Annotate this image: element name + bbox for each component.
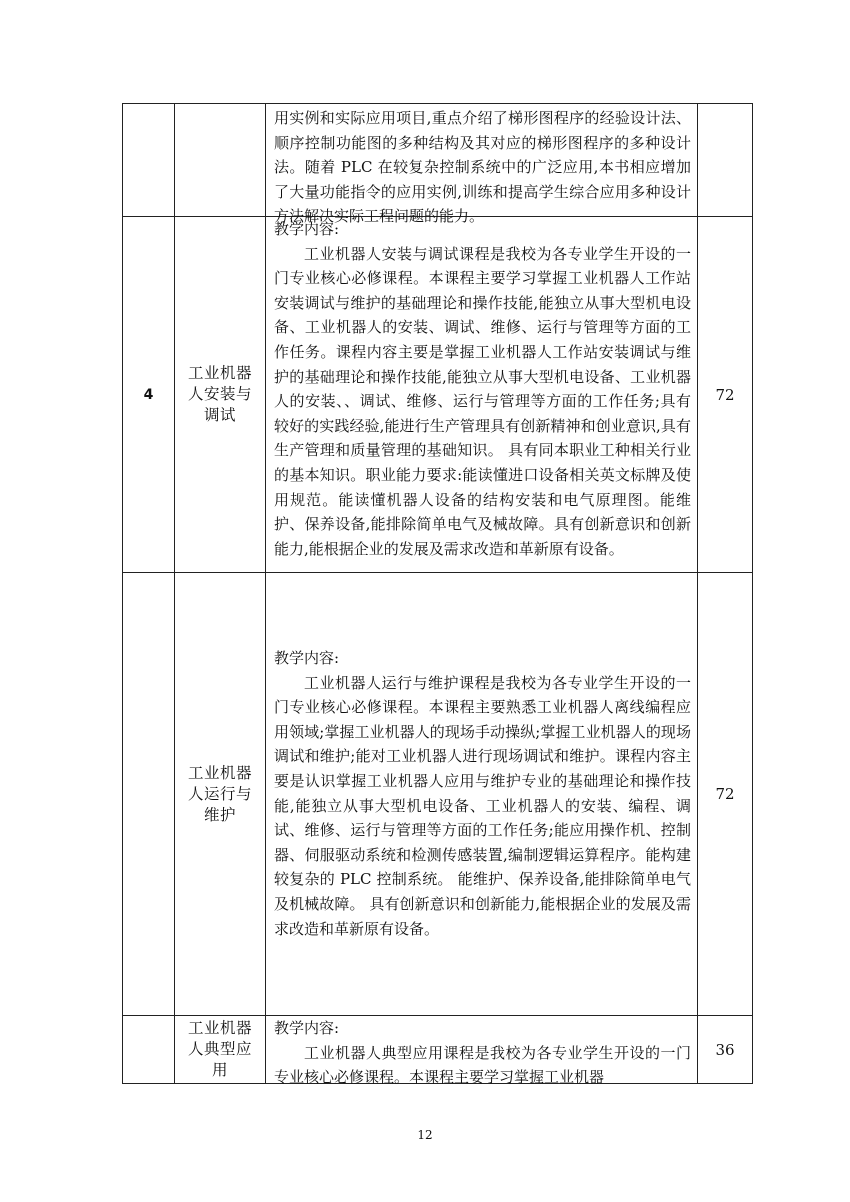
- course-name: 工业机器人运行与维护: [175, 573, 266, 1015]
- course-content: [266, 1016, 698, 1087]
- content-label: 教学内容:: [274, 649, 340, 667]
- course-content: [266, 104, 698, 226]
- course-name: [175, 104, 266, 216]
- table-row: [123, 104, 753, 226]
- course-hours: 36: [698, 1016, 753, 1083]
- content-label: 教学内容:: [274, 1019, 340, 1037]
- content-text: 工业机器人运行与维护课程是我校为各专业学生开设的一门专业核心必修课程。本课程主要熟悉工业机器人离线编程应用领域;掌握工业机器人的现场手动操纵;掌握工业机器人的现场调试和维护;能对工业机器人进行现场调试和维护。课程内容主要是认识掌握工业机器人应用与维护专业的基础理论和操作技能,能独立从事大型机电设备、工业机器人的安装、编程、调试、维修、运行与管理等方面的工作任务;能应用操作机、控制器、伺服驱动系统和检测传感装置,编制逻辑运算程序。能构建较复杂的 PLC 控制系统。 能维护、保养设备,能排除简单电气及机械故障。 具有创新意识和创新能力,能根据企业的发展及需求改造和革新原有设备。: [274, 673, 691, 938]
- row-number: [123, 1016, 175, 1083]
- course-name: 工业机器人典型应用: [175, 1016, 266, 1083]
- table-row: [123, 1016, 753, 1087]
- page-number: 12: [417, 1128, 433, 1142]
- course-hours: [698, 104, 753, 216]
- course-content: [266, 573, 698, 1015]
- row-number: [123, 104, 175, 216]
- row-number: [123, 573, 175, 1015]
- content-label: 教学内容:: [274, 220, 340, 238]
- row-number: 4: [123, 217, 175, 572]
- course-name: 工业机器人安装与调试: [175, 217, 266, 572]
- content-text: 工业机器人典型应用课程是我校为各专业学生开设的一门专业核心必修课程。本课程主要学习掌握工业机器: [274, 1043, 691, 1087]
- course-content: [266, 217, 698, 572]
- table-row: [123, 573, 753, 1016]
- course-table: [122, 103, 753, 1087]
- content-text: 工业机器人安装与调试课程是我校为各专业学生开设的一门专业核心必修课程。本课程主要学习掌握工业机器人工作站安装调试与维护的基础理论和操作技能,能独立从事大型机电设备、工业机器人的安装、调试、维修、运行与管理等方面的工作任务。课程内容主要是掌握工业机器人工作站安装调试与维护的基础理论和操作技能,能独立从事大型机电设备、工业机器人的安装、、调试、维修、运行与管理等方面的工作任务;具有较好的实践经验,能进行生产管理具有创新精神和创业意识,具有生产管理和质量管理的基础知识。 具有同本职业工种相关行业的基本知识。职业能力要求:能读懂进口设备相关英文标牌及使用规范。能读懂机器人设备的结构安装和电气原理图。能维护、保养设备,能排除简单电气及械故障。具有创新意识和创新能力,能根据企业的发展及需求改造和革新原有设备。: [274, 244, 691, 558]
- course-hours: 72: [698, 217, 753, 572]
- table-row: [123, 217, 753, 573]
- content-text: 用实例和实际应用项目,重点介绍了梯形图程序的经验设计法、顺序控制功能图的多种结构及其对应的梯形图程序的多种设计法。随着 PLC 在较复杂控制系统中的广泛应用,本书相应增加了大量功能指令的应用实例,训练和提高学生综合应用多种设计方法解决实际工程问题的能力。: [274, 109, 691, 226]
- course-hours: 72: [698, 573, 753, 1015]
